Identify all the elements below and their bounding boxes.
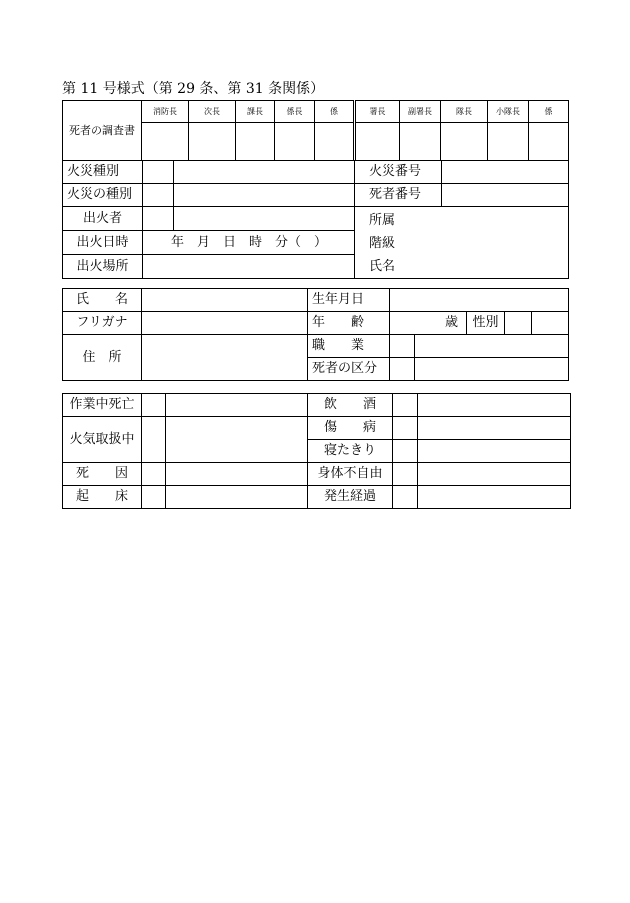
fire-info-table (62, 160, 569, 279)
role-station-chief: 署長 (355, 101, 400, 123)
fire-number-label: 火災番号 (355, 161, 442, 184)
occupation-code[interactable] (390, 335, 415, 358)
bedridden-code[interactable] (393, 440, 418, 463)
category-label: 死者の区分 (308, 358, 390, 381)
occupation-label: 職 業 (308, 335, 390, 358)
role-deputy-chief: 次長 (189, 101, 236, 123)
address-value[interactable] (142, 335, 308, 381)
cause-code[interactable] (142, 463, 166, 486)
deceased-number-label: 死者番号 (355, 184, 442, 207)
disability-value[interactable] (418, 463, 571, 486)
fire-handling-value[interactable] (166, 417, 308, 463)
fire-number-value[interactable] (442, 161, 569, 184)
rising-label: 起 床 (63, 486, 142, 509)
circumstances-table (62, 393, 571, 509)
datetime-label: 出火日時 (63, 231, 143, 255)
bedridden-label: 寝たきり (308, 440, 393, 463)
illness-code[interactable] (393, 417, 418, 440)
role-captain: 隊長 (441, 101, 488, 123)
place-label: 出火場所 (63, 255, 143, 279)
person-table (62, 288, 569, 381)
illness-label: 傷 病 (308, 417, 393, 440)
furigana-label: フリガナ (63, 312, 142, 335)
cause-label: 死 因 (63, 463, 142, 486)
work-death-code[interactable] (142, 394, 166, 417)
birth-label: 生年月日 (308, 289, 390, 312)
stamp-section-chief[interactable] (236, 123, 275, 161)
fire-type-label: 火災種別 (63, 161, 143, 184)
process-code[interactable] (393, 486, 418, 509)
fire-kind-value[interactable] (174, 184, 355, 207)
disability-code[interactable] (393, 463, 418, 486)
role-fire-chief: 消防長 (142, 101, 189, 123)
drinking-label: 飲 酒 (308, 394, 393, 417)
sex-label: 性別 (467, 312, 505, 335)
fire-type-value[interactable] (174, 161, 355, 184)
drinking-value[interactable] (418, 394, 571, 417)
stamp-fire-chief[interactable] (142, 123, 189, 161)
age-label: 年 齢 (308, 312, 390, 335)
role-lieutenant: 小隊長 (488, 101, 529, 123)
stamp-station-chief[interactable] (355, 123, 400, 161)
doc-label: 死者の調査書 (63, 101, 142, 161)
fire-kind-code[interactable] (143, 184, 174, 207)
role-section-chief: 課長 (236, 101, 275, 123)
fire-handling-code[interactable] (142, 417, 166, 463)
origin-person-code[interactable] (143, 207, 174, 231)
fire-type-code[interactable] (143, 161, 174, 184)
stamp-staff-left[interactable] (315, 123, 355, 161)
origin-person-value[interactable] (174, 207, 355, 231)
person-name-value[interactable] (142, 289, 308, 312)
cause-value[interactable] (166, 463, 308, 486)
stamp-subsection-chief[interactable] (275, 123, 315, 161)
place-value[interactable] (143, 255, 355, 279)
drinking-code[interactable] (393, 394, 418, 417)
illness-value[interactable] (418, 417, 571, 440)
person-name-label: 氏 名 (63, 289, 142, 312)
role-deputy-station-chief: 副署長 (400, 101, 441, 123)
stamp-staff-right[interactable] (529, 123, 569, 161)
birth-value[interactable] (390, 289, 569, 312)
stamp-deputy-station-chief[interactable] (400, 123, 441, 161)
stamp-captain[interactable] (441, 123, 488, 161)
sex-code[interactable] (505, 312, 532, 335)
process-label: 発生経過 (308, 486, 393, 509)
role-staff-right: 係 (529, 101, 569, 123)
category-code[interactable] (390, 358, 415, 381)
rising-value[interactable] (166, 486, 308, 509)
fire-handling-label: 火気取扱中 (63, 417, 142, 463)
role-staff-left: 係 (315, 101, 355, 123)
deceased-number-value[interactable] (442, 184, 569, 207)
affiliation-label: 所属 (369, 213, 396, 228)
disability-label: 身体不自由 (308, 463, 393, 486)
form-title: 第 11 号様式（第 29 条、第 31 条関係） (62, 81, 325, 97)
category-value[interactable] (415, 358, 569, 381)
work-death-value[interactable] (166, 394, 308, 417)
rising-code[interactable] (142, 486, 166, 509)
process-value[interactable] (418, 486, 571, 509)
stamp-lieutenant[interactable] (488, 123, 529, 161)
age-unit[interactable]: 歳 (390, 312, 467, 335)
rank-label: 階級 (369, 236, 396, 251)
reporter-block (355, 207, 569, 279)
role-subsection-chief: 係長 (275, 101, 315, 123)
bedridden-value[interactable] (418, 440, 571, 463)
approval-table (62, 100, 569, 161)
stamp-deputy-chief[interactable] (189, 123, 236, 161)
occupation-value[interactable] (415, 335, 569, 358)
reporter-name-label: 氏名 (369, 259, 396, 274)
datetime-value[interactable]: 年 月 日 時 分（ ） (143, 231, 355, 255)
sex-value[interactable] (532, 312, 569, 335)
furigana-value[interactable] (142, 312, 308, 335)
fire-kind-label: 火災の種別 (63, 184, 143, 207)
work-death-label: 作業中死亡 (63, 394, 142, 417)
address-label: 住 所 (63, 335, 142, 381)
origin-person-label: 出火者 (63, 207, 143, 231)
